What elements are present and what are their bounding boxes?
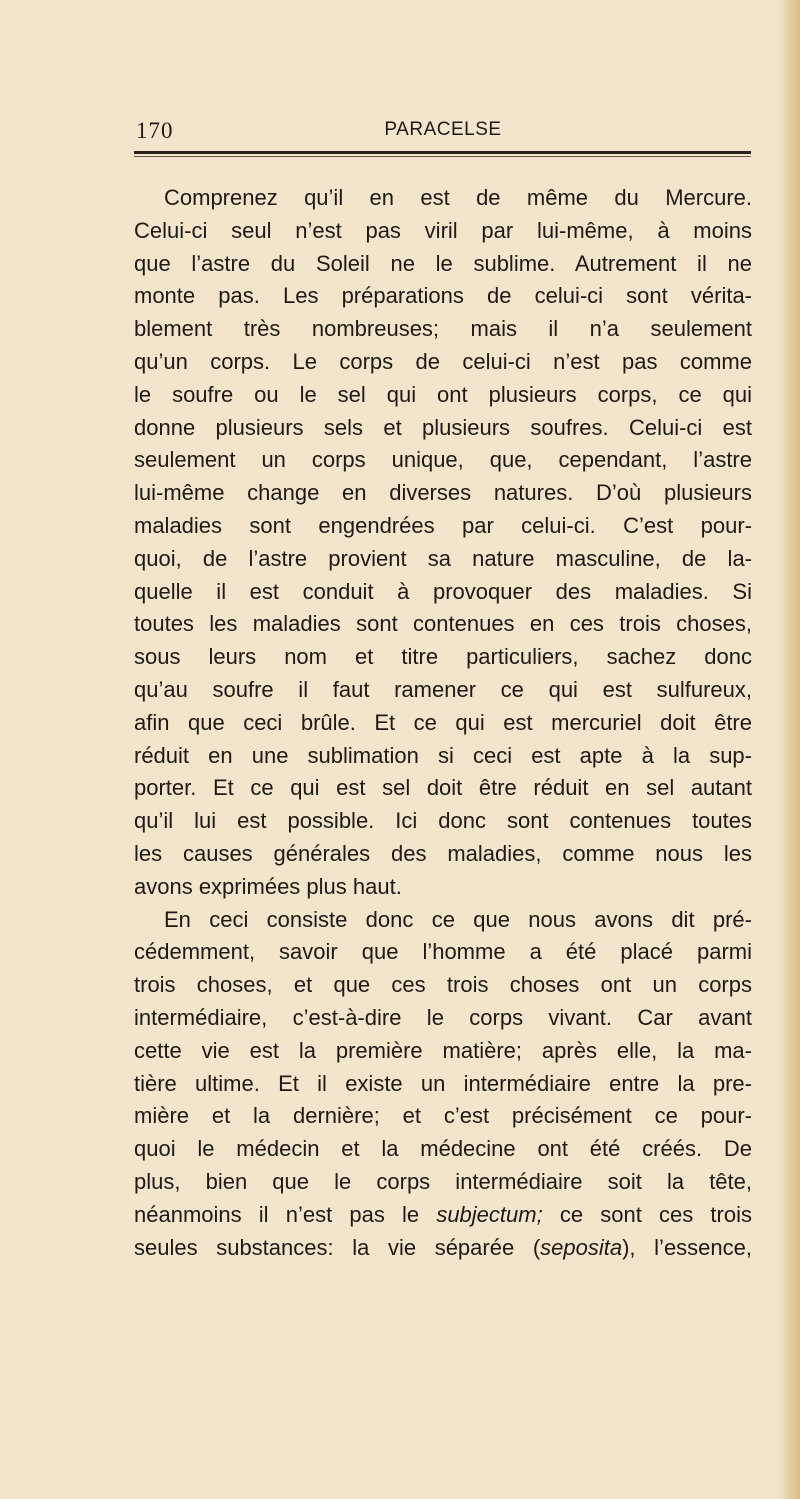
text-line: mière et la dernière; et c’est précisément ce pour-: [134, 1103, 752, 1129]
text-line: intermédiaire, c’est-à-dire le corps vivant. Car avant: [134, 1004, 752, 1030]
text-line: maladies sont engendrées par celui-ci. C’est pour-: [134, 512, 752, 538]
text-line: qu’un corps. Le corps de celui-ci n’est pas comme: [134, 348, 752, 374]
body-text: [134, 182, 752, 1264]
text-run: ), l’essence,: [622, 1234, 752, 1260]
text-line: toutes les maladies sont contenues en ces trois choses,: [134, 611, 752, 637]
text-line: En ceci consiste donc ce que nous avons dit pré-: [164, 906, 752, 932]
text-line: cédemment, savoir que l’homme a été placé parmi: [134, 939, 752, 965]
text-line: seulement un corps unique, que, cependant, l’astre: [134, 447, 752, 473]
text-line: réduit en une sublimation si ceci est apte à la sup-: [134, 742, 752, 768]
text-line: blement très nombreuses; mais il n’a seulement: [134, 316, 752, 342]
text-line: lui-même change en diverses natures. D’où plusieurs: [134, 480, 752, 506]
text-line: les causes générales des maladies, comme nous les: [134, 840, 752, 866]
text-line: Comprenez qu’il en est de même du Mercure.: [164, 185, 752, 210]
page-edge-shadow: [778, 0, 800, 1499]
page-header: [136, 116, 750, 146]
text-line: afin que ceci brûle. Et ce qui est mercuriel doit être: [134, 709, 752, 735]
text-line: [134, 1232, 752, 1265]
page-number: 170: [136, 118, 174, 143]
text-line: qu’au soufre il faut ramener ce qui est sulfureux,: [134, 676, 752, 702]
header-rule-thin: [134, 156, 751, 157]
text-line: avons exprimées plus haut.: [134, 873, 402, 899]
text-line: Celui-ci seul n’est pas viril par lui-même, à moins: [134, 217, 752, 243]
text-line: qu’il lui est possible. Ici donc sont contenues toutes: [134, 808, 752, 834]
text-line: plus, bien que le corps intermédiaire soit la tête,: [134, 1168, 752, 1194]
text-line: donne plusieurs sels et plusieurs soufres. Celui-ci est: [134, 414, 752, 440]
text-line: quelle il est conduit à provoquer des maladies. Si: [134, 578, 752, 604]
text-run: néanmoins il n’est pas le: [134, 1201, 437, 1227]
text-line: quoi, de l’astre provient sa nature masculine, de la-: [134, 545, 752, 571]
running-title: PARACELSE: [384, 119, 502, 140]
text-line: que l’astre du Soleil ne le sublime. Autrement il ne: [134, 250, 752, 276]
text-run: ce sont ces trois: [542, 1201, 752, 1227]
text-line: trois choses, et que ces trois choses ont un corps: [134, 972, 752, 998]
text-line: cette vie est la première matière; après elle, la ma-: [134, 1037, 752, 1063]
text-line: tière ultime. Et il existe un intermédiaire entre la pre-: [134, 1070, 752, 1096]
text-line: le soufre ou le sel qui ont plusieurs corps, ce qui: [134, 381, 752, 407]
italic-term: subjectum;: [436, 1201, 543, 1227]
italic-term: seposita: [540, 1234, 623, 1260]
text-line: monte pas. Les préparations de celui-ci sont vérita-: [134, 283, 752, 309]
text-line: porter. Et ce qui est sel doit être réduit en sel autant: [134, 775, 752, 801]
text-run: seules substances: la vie séparée (: [134, 1234, 541, 1260]
text-line: [134, 1199, 752, 1232]
text-line: sous leurs nom et titre particuliers, sachez donc: [134, 644, 752, 670]
text-line: quoi le médecin et la médecine ont été créés. De: [134, 1136, 752, 1162]
header-rule: [134, 151, 751, 154]
